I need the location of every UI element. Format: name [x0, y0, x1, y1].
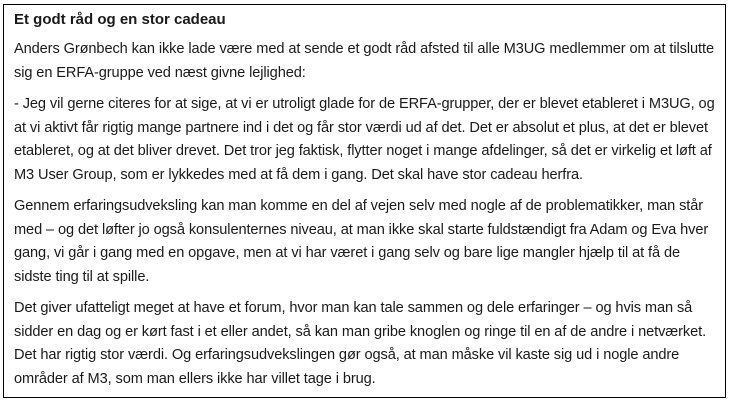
article-paragraph-experience: Gennem erfaringsudveksling kan man komme en del af vejen selv med nogle af de problematikker, man står med – og det løfter jo også konsulenternes niveau, at man ikke skal starte fuldstændigt fra Adam og Eva hver gang, vi går i gang med en opgave, men at vi har været i gang selv og bare lige mangler hjælp til at få de sidste ting til at spille.	[14, 198, 709, 285]
article-title: Et godt råd og en stor cadeau	[14, 11, 226, 28]
article-paragraph-quote: - Jeg vil gerne citeres for at sige, at vi er utroligt glade for de ERFA-grupper, der er blevet etableret i M3UG, og at vi aktivt får rigtig mange partnere ind i det og får stor værdi ud af det. Det er absolut et plus, at det er blevet etableret, og at det bliver drevet. Det tror jeg faktisk, flytter noget i mange afdelinger, så det er virkelig et løft af M3 User Group, som er lykkedes med at få dem i gang. Det skal have stor cadeau herfra.	[14, 96, 715, 183]
article-paragraph-forum: Det giver ufatteligt meget at have et forum, hvor man kan tale sammen og dele erfaringer – og hvis man så sidder en dag og er kørt fast i et eller andet, så kan man gribe knoglen og ringe til en af de andre i netværket. Det har rigtig stor værdi. Og erfaringsudvekslingen gør også, at man måske vil kaste sig ud i nogle andre områder af M3, som man ellers ikke har villet tage i brug.	[14, 300, 707, 387]
article-box	[3, 4, 726, 398]
article-paragraph-intro: Anders Grønbech kan ikke lade være med at sende et godt råd afsted til alle M3UG medlemmer om at tilslutte sig en ERFA-gruppe ved næst givne lejlighed:	[14, 41, 714, 81]
